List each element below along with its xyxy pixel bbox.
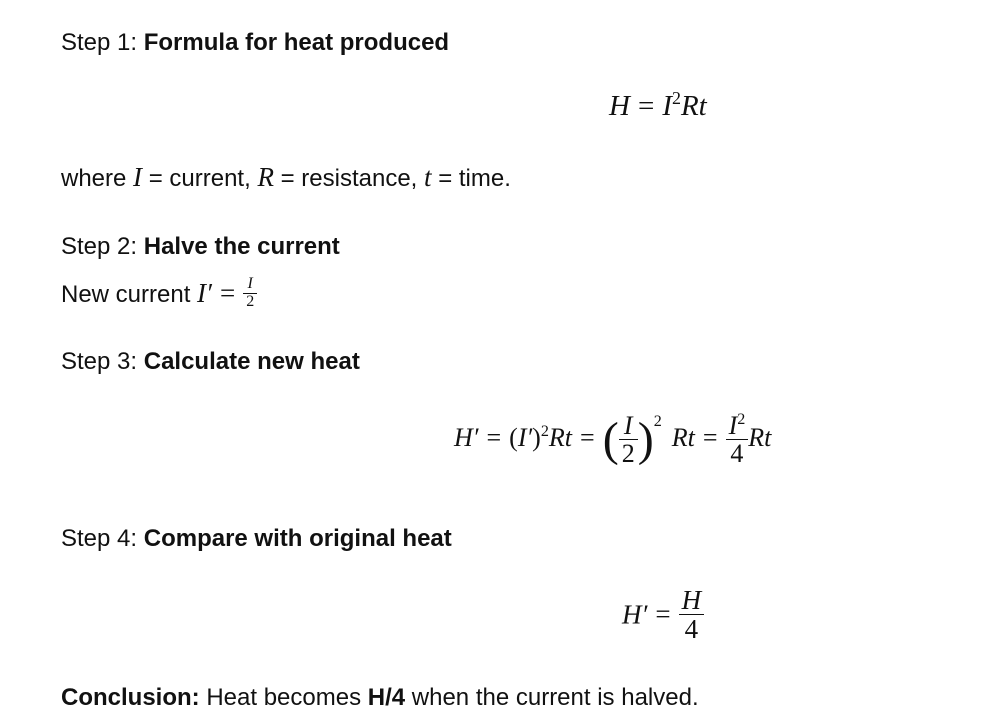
var-i: I [133,162,143,192]
time-def: = time. [431,165,511,192]
step-2-title: Halve the current [143,233,340,260]
var-r: R [257,162,274,192]
i-squared-over-4-fraction [726,412,749,468]
equals-1: = [486,422,502,452]
conclusion-value: H/4 [367,684,406,711]
step-1-title: Formula for heat produced [143,29,450,56]
rt-1: Rt [548,422,573,452]
step-3-label: Step 3: [61,348,144,375]
conclusion [61,683,699,713]
rt-2: Rt [671,422,695,452]
new-current-text: New current [61,281,198,308]
frac-num-h: H [681,585,702,615]
resistance-def: = resistance, [273,165,425,192]
exponent-2: 2 [653,412,662,430]
equals-final: = [655,599,671,630]
step-2-label: Step 2: [61,233,144,260]
big-left-paren: ( [602,412,619,466]
frac-den-4-final: 4 [679,614,705,643]
formula-exponent: 2 [671,88,681,109]
frac-num-i-squared [726,412,749,439]
comparison-formula [622,586,704,644]
i-over-2-fraction [619,412,638,468]
rt-3: Rt [748,422,772,452]
open-paren: ( [509,422,518,452]
fraction-denominator: 2 [243,293,257,311]
frac-num-exponent: 2 [737,411,746,429]
conclusion-label: Conclusion: [61,684,200,711]
i-prime: I′ [517,422,533,452]
step-4-title: Compare with original heat [143,525,452,552]
frac-num-i: I [623,411,633,440]
step-4-heading [61,524,452,554]
exponent-1: 2 [540,423,549,441]
h-prime-final: H′ [622,599,648,630]
fraction-numerator: I [247,275,253,293]
frac-den-2: 2 [619,439,638,467]
new-heat-formula [454,412,771,468]
conclusion-text-2: when the current is halved. [405,684,699,711]
step-3-heading [61,347,360,377]
var-t: t [424,162,432,192]
step-2-heading [61,232,340,262]
new-current-line [61,275,257,313]
h-prime: H′ [454,422,479,452]
close-paren: ) [532,422,541,452]
heat-formula [609,88,707,122]
step-1-heading [61,28,449,58]
formula-equals: = [637,90,655,122]
variable-definitions [61,162,511,194]
big-right-paren: ) [637,412,654,466]
half-current-fraction [243,276,257,311]
step-4-label: Step 4: [61,525,144,552]
h-over-4-fraction [679,586,705,644]
frac-den-4: 4 [726,439,749,467]
formula-current: I [662,90,672,122]
step-1-label: Step 1: [61,29,144,56]
equals-3: = [702,422,718,452]
conclusion-text-1: Heat becomes [199,684,368,711]
step-3-title: Calculate new heat [143,348,360,375]
new-current-symbol: I′ [197,278,212,308]
formula-rt: Rt [680,90,707,122]
formula-h: H [609,90,630,122]
where-text: where [61,165,134,192]
current-def: = current, [142,165,258,192]
frac-num-i-base: I [728,411,738,440]
new-current-equals: = [219,278,236,308]
equals-2: = [580,422,595,452]
